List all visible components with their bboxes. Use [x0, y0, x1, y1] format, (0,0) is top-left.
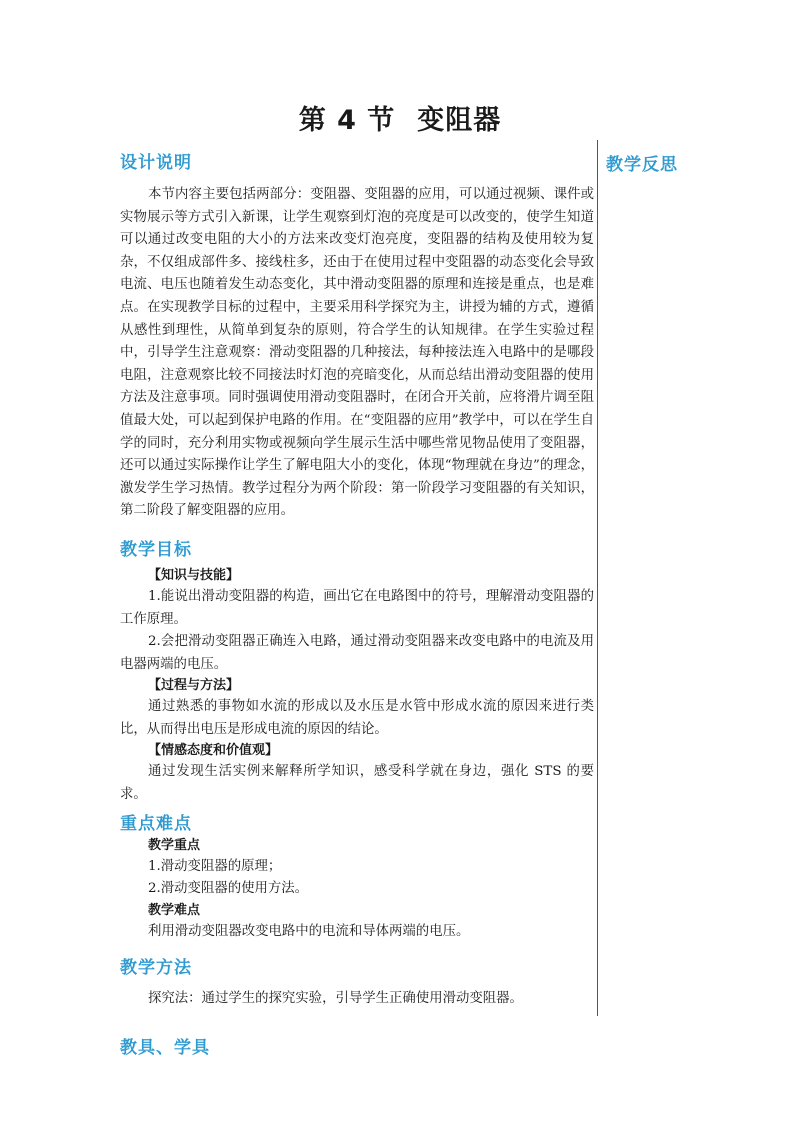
difficulty-text: 利用滑动变阻器改变电路中的电流和导体两端的电压。	[148, 923, 470, 939]
knowledge-item-1: 1.能说出滑动变阻器的构造，画出它在电路图中的符号，理解滑动变阻器的工作原理。	[120, 588, 594, 627]
tools-heading: 教具、学具	[120, 1038, 210, 1059]
methods-text: 探究法：通过学生的探究实验，引导学生正确使用滑动变阻器。	[148, 991, 523, 1007]
focus-item-2: 2.滑动变阻器的使用方法。	[148, 881, 309, 897]
page-title	[0, 98, 800, 137]
column-divider	[597, 140, 598, 1016]
main-column	[120, 148, 594, 1058]
teaching-focus-title: 教学重点	[148, 837, 201, 853]
design-heading: 设计说明	[120, 153, 192, 173]
emotion-values-title: 【情感态度和价值观】	[148, 743, 279, 759]
knowledge-skills-title: 【知识与技能】	[148, 567, 240, 583]
methods-heading: 教学方法	[120, 958, 192, 979]
knowledge-item-2: 2.会把滑动变阻器正确连入电路，通过滑动变阻器来改变电路中的电流及用电器两端的电压。	[120, 634, 594, 672]
emotion-values-text: 通过发现生活实例来解释所学知识，感受科学就在身边，强化 STS 的要求。	[120, 764, 594, 803]
title-section-number: 第 4 节	[298, 105, 396, 136]
teaching-difficulty-title: 教学难点	[148, 902, 201, 918]
key-points-heading: 重点难点	[120, 813, 192, 834]
process-methods-text: 通过熟悉的事物如水流的形成以及水压是水管中形成水流的原因来进行类比，从而得出电压是形成电流的原因的结论。	[120, 699, 594, 737]
objectives-heading: 教学目标	[120, 539, 192, 560]
reflection-heading: 教学反思	[606, 155, 678, 175]
title-topic: 变阻器	[417, 105, 502, 136]
focus-item-1: 1.滑动变阻器的原理；	[148, 858, 282, 874]
process-methods-title: 【过程与方法】	[148, 678, 240, 694]
design-paragraph: 本节内容主要包括两部分：变阻器、变阻器的应用，可以通过视频、课件或实物展示等方式引入新课，让学生观察到灯泡的亮度是可以改变的，使学生知道可以通过改变电阻的大小的方法来改变灯泡亮度，变阻器的结构及使用较为复杂，不仅组成部件多、接线柱多，还由于在使用过程中变阻器的动态变化会导致电流、电压也随着发生动态变化，其中滑动变阻器的原理和连接是重点，也是难点。在实现教学目标的过程中，主要采用科学探究为主，讲授为辅的方式，遵循从感性到理性，从简单到复杂的原则，符合学生的认知规律。在学生实验过程中，引导学生注意观察：滑动变阻器的几种接法，每种接法连入电路中的是哪段电阻，注意观察比较不同接法时灯泡的亮暗变化，从而总结出滑动变阻器的使用方法及注意事项。同时强调使用滑动变阻器时，在闭合开关前，应将滑片调至阻值最大处，可以起到保护电路的作用。在“变阻器的应用”教学中，可以在学生自学的同时，充分利用实物或视频向学生展示生活中哪些常见物品使用了变阻器，还可以通过实际操作让学生了解电阻大小的变化，体现“物理就在身边”的理念，激发学生学习热情。教学过程分为两个阶段：第一阶段学习变阻器的有关知识，第二阶段了解变阻器的应用。	[120, 187, 594, 519]
